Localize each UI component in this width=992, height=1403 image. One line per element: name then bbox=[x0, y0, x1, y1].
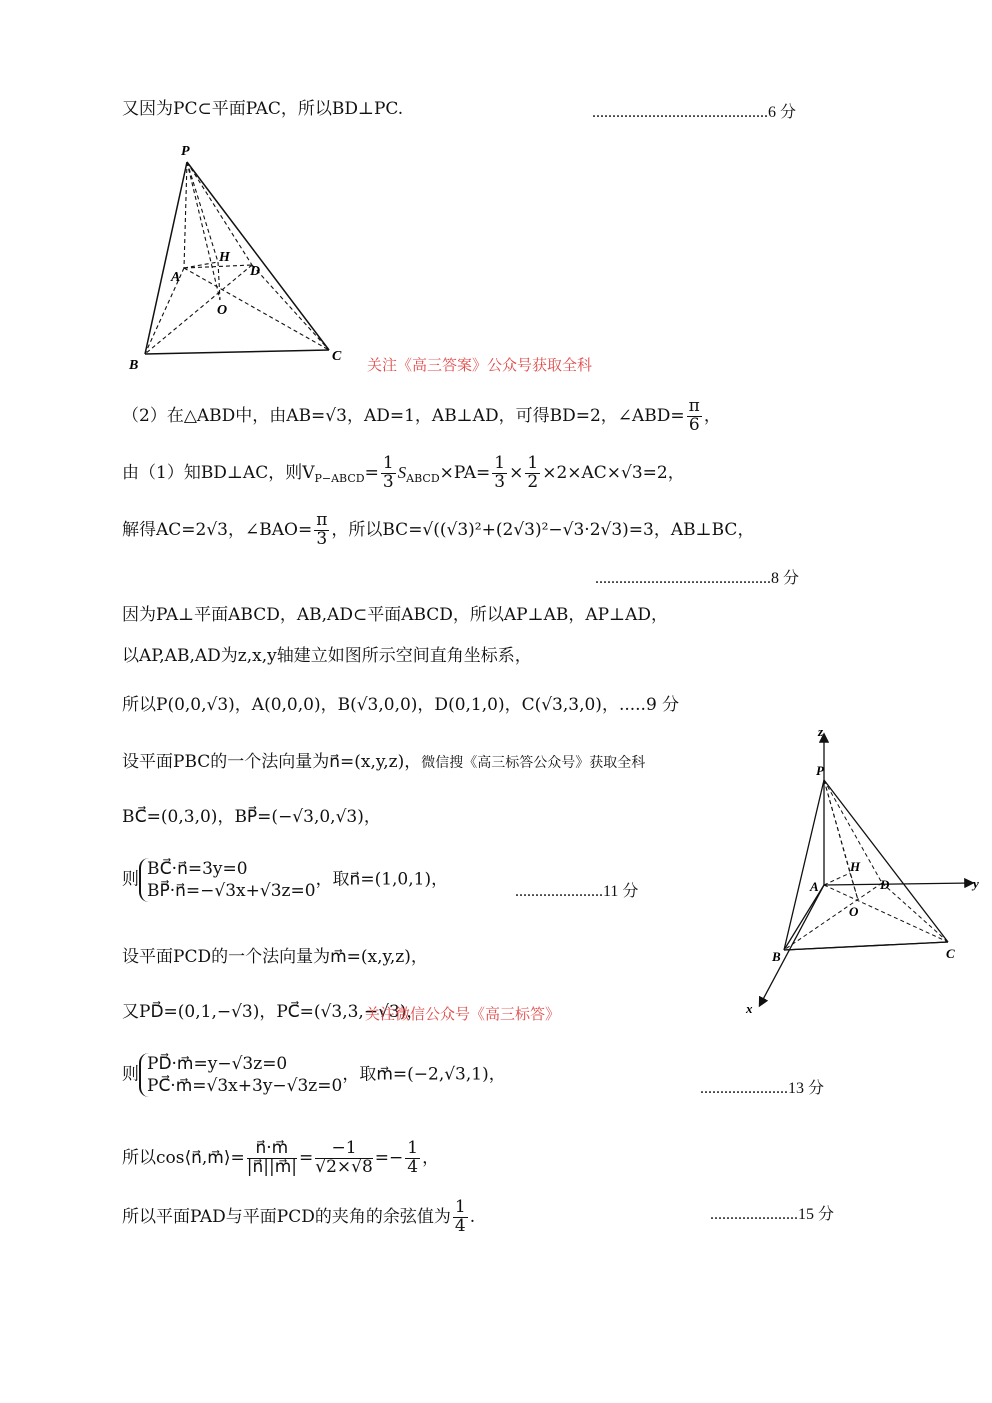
fig1-label-C: C bbox=[332, 349, 342, 364]
line-12: 又PD⃗=(0,1,−√3)，PC⃗=(√3,3,−√3)， bbox=[122, 1002, 424, 1022]
line-15-text: 所以平面PAD与平面PCD的夹角的余弦值为 bbox=[122, 1206, 451, 1227]
frac-den: 3 bbox=[494, 471, 506, 492]
line-13 bbox=[122, 1053, 506, 1097]
line-10-pre: 则 bbox=[122, 869, 139, 890]
line-9: BC⃗=(0,3,0)，BP⃗=(−√3,0,√3)， bbox=[122, 807, 381, 827]
frac-den: 4 bbox=[407, 1156, 419, 1177]
line-4-text: 解得AC=2√3，∠BAO= bbox=[122, 519, 313, 540]
system-1-row-1: BC⃗·n⃗=3y=0 bbox=[147, 859, 248, 879]
score-8: ............................................8 分 bbox=[595, 570, 800, 587]
line-8 bbox=[122, 750, 645, 775]
frac-num: −1 bbox=[315, 1140, 373, 1159]
frac-den: √2×√8 bbox=[315, 1156, 373, 1177]
line-15-end: . bbox=[469, 1206, 476, 1227]
score-6: ............................................6 分 bbox=[592, 104, 797, 121]
fraction-1-2 bbox=[525, 455, 540, 492]
score-15: ......................15 分 bbox=[710, 1206, 835, 1223]
fraction-nm bbox=[247, 1140, 297, 1177]
line-14-eq: = bbox=[298, 1147, 314, 1168]
line-1: 又因为PC⊂平面PAC，所以BD⊥PC. bbox=[122, 99, 404, 119]
fig1-label-O: O bbox=[217, 303, 228, 318]
line-4 bbox=[122, 512, 754, 549]
line-14 bbox=[122, 1140, 439, 1177]
line-7: 所以P(0,0,√3)，A(0,0,0)，B(√3,0,0)，D(0,1,0)，C(√3,3,0)，.....9 分 bbox=[122, 695, 680, 715]
line-3-end: ×2×AC×√3=2， bbox=[542, 462, 685, 483]
line-3-s: S bbox=[397, 462, 407, 482]
fraction-1-4 bbox=[405, 1140, 420, 1177]
fig1-label-B: B bbox=[129, 358, 139, 373]
frac-den: 3 bbox=[382, 471, 394, 492]
system-2-row-2: PC⃗·m⃗=√3x+3y−√3z=0 bbox=[147, 1076, 343, 1096]
pyramid-figure-2 bbox=[740, 720, 990, 1020]
fraction-pi-6 bbox=[687, 398, 702, 435]
fig2-label-D: D bbox=[880, 877, 890, 892]
frac-den: 6 bbox=[688, 414, 700, 435]
fig2-label-x: x bbox=[746, 1001, 753, 1016]
line-13-end: ，取m⃗=(−2,√3,1)， bbox=[342, 1064, 506, 1085]
line-10-end: ，取n⃗=(1,0,1)， bbox=[315, 869, 449, 890]
fig2-label-H: H bbox=[850, 859, 861, 874]
system-2-row-1: PD⃗·m⃗=y−√3z=0 bbox=[147, 1054, 288, 1074]
line-2-text: （2）在△ABD中，由AB=√3，AD=1，AB⊥AD，可得BD=2，∠ABD= bbox=[122, 405, 685, 426]
fraction-1-3 bbox=[381, 455, 396, 492]
frac-num: n⃗·m⃗ bbox=[247, 1140, 297, 1159]
frac-num: 1 bbox=[382, 453, 394, 473]
line-8-text: 设平面PBC的一个法向量为n⃗=(x,y,z)， bbox=[122, 752, 422, 772]
frac-num: 1 bbox=[527, 453, 539, 473]
frac-num: π bbox=[688, 396, 700, 416]
fig1-label-D: D bbox=[250, 264, 261, 279]
line-3 bbox=[122, 455, 685, 492]
fig1-label-H: H bbox=[219, 250, 230, 265]
fig1-label-A: A bbox=[171, 270, 181, 285]
frac-den: 3 bbox=[316, 528, 328, 549]
line-3-text: 由（1）知BD⊥AC，则V bbox=[122, 462, 315, 483]
fraction-1-4b bbox=[453, 1199, 468, 1236]
line-8-watermark: 微信搜《高三标答公众号》获取全科 bbox=[421, 755, 646, 771]
equation-system-1 bbox=[139, 858, 316, 902]
line-15 bbox=[122, 1199, 475, 1236]
fig2-label-C: C bbox=[946, 946, 955, 961]
line-3-times: × bbox=[509, 462, 524, 483]
line-10 bbox=[122, 858, 448, 902]
line-13-pre: 则 bbox=[122, 1064, 139, 1085]
line-3-eq: = bbox=[364, 462, 379, 483]
score-13: ......................13 分 bbox=[700, 1080, 825, 1097]
frac-den: 2 bbox=[527, 471, 539, 492]
fig1-label-P: P bbox=[181, 144, 190, 159]
fig2-label-A: A bbox=[810, 879, 819, 894]
fig2-label-O: O bbox=[849, 904, 859, 919]
line-5: 因为PA⊥平面ABCD，AB,AD⊂平面ABCD，所以AP⊥AB，AP⊥AD， bbox=[122, 605, 668, 625]
score-11: ......................11 分 bbox=[515, 883, 639, 900]
watermark-2: 关注微信公众号《高三标答》 bbox=[365, 1005, 561, 1023]
line-14-eq2: =− bbox=[374, 1147, 404, 1168]
line-2: （2）在△ABD中，由AB=√3，AD=1，AB⊥AD，可得BD=2，∠ABD= $\frac{\pi}{6}$ ， bbox=[122, 396, 721, 435]
line-3-sub: P−ABCD bbox=[314, 472, 365, 486]
frac-den: |n⃗||m⃗| bbox=[246, 1156, 297, 1177]
frac-den: 4 bbox=[454, 1215, 466, 1236]
fraction-pi-3 bbox=[314, 512, 329, 549]
line-11: 设平面PCD的一个法向量为m⃗=(x,y,z)， bbox=[122, 947, 428, 967]
watermark-1: 关注《高三答案》公众号获取全科 bbox=[367, 356, 593, 374]
system-1-row-2: BP⃗·n⃗=−√3x+√3z=0 bbox=[147, 881, 316, 901]
fig2-label-B: B bbox=[772, 949, 781, 964]
equation-system-2 bbox=[139, 1053, 342, 1097]
fig2-label-y: y bbox=[973, 876, 979, 891]
fraction-neg1 bbox=[315, 1140, 373, 1177]
frac-num: π bbox=[316, 510, 328, 530]
line-14-end: ， bbox=[422, 1147, 440, 1168]
line-3-ssub: ABCD bbox=[406, 472, 440, 486]
pyramid-figure-1 bbox=[120, 140, 360, 375]
frac-num: 1 bbox=[407, 1138, 419, 1158]
fraction-1-3b bbox=[492, 455, 507, 492]
fig2-label-P: P bbox=[816, 763, 824, 778]
line-6: 以AP,AB,AD为z,x,y轴建立如图所示空间直角坐标系， bbox=[122, 646, 532, 666]
fig2-label-z: z bbox=[818, 724, 824, 739]
line-4-end: ，所以BC=√((√3)²+(2√3)²−√3·2√3)=3，AB⊥BC， bbox=[331, 519, 755, 540]
frac-num: 1 bbox=[454, 1197, 466, 1217]
frac-num: 1 bbox=[494, 453, 506, 473]
line-3-mid: ×PA= bbox=[439, 462, 491, 483]
line-14-text: 所以cos⟨n⃗,m⃗⟩= bbox=[122, 1147, 245, 1168]
